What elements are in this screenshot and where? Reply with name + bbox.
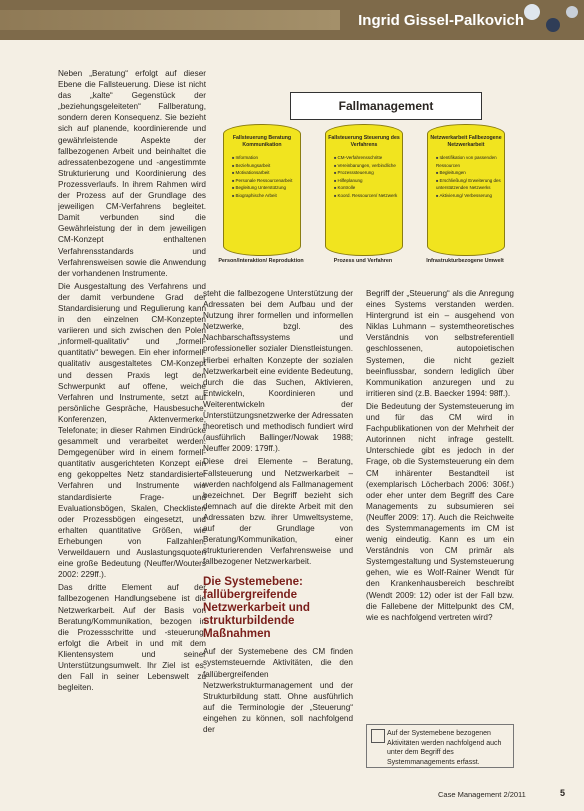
list-item: ■ Kontrolle xyxy=(334,184,402,192)
cylinder-beratung xyxy=(223,124,301,256)
list-item: ■ Motivationsarbeit xyxy=(232,169,300,177)
paragraph: Neben „Beratung“ erfolgt auf dieser Ebene die Fallsteuerung. Diese ist nicht das „kalte“ Gegenstück der „beziehungsgeleiteten“ Fallberatung, sondern deren Konsequenz. Sie bezieht sich auf planende, koordinierende und gewährleistende Aspekte der fallbezogenen Arbeit und beinhaltet die adressatenbezogene und -angestimmte Strukturierung und Koordinierung des Prozessverlaufs. In ihrem Rahmen wird der Prozess auf der Grundlage des jeweiligen CM-Verfahrens begleitet. Damit verbunden sind die Gewährleistung der in dem jeweiligen CM-Konzept enthaltenen Verfahrensstandards und Verfahrensweisen sowie die Anwendung der vorhandenen Instrumente. xyxy=(58,69,206,278)
list-item: ■ Information xyxy=(232,154,300,162)
list-item: ■ Hilfeplanung xyxy=(334,177,402,185)
note-icon xyxy=(371,729,385,743)
cylinder-list xyxy=(334,154,402,199)
paragraph: Begriff der „Steuerung“ als die Anregung eines Systems verstanden werden. Hintergrund ist ein – ausgehend von Niklas Luhmann – systemtheoretisches Verständnis von selbstreferentiell geschlossenen, autopoietischen Systemen, die nicht gezielt beeinflussbar, sondern lediglich über Kommunikation anzuregen und zu irritieren sind (z.B. Baecker 1994: 98ff.). xyxy=(366,289,514,398)
cylinder-title: Netzwerkarbeit Fallbezogene Netzwerkarbeit xyxy=(430,135,502,148)
list-item: ■ Vereinbarungen, verbindliche xyxy=(334,162,402,170)
header-band xyxy=(0,0,584,40)
cylinder-netzwerk xyxy=(427,124,505,256)
list-item: ■ Prozesssteuerung xyxy=(334,169,402,177)
list-item: ■ Identifikation von passenden Ressourcen xyxy=(436,154,504,169)
info-box xyxy=(366,724,514,768)
left-column xyxy=(58,68,206,803)
diagram-title: Fallmanagement xyxy=(290,92,482,120)
paragraph: Die Ausgestaltung des Verfahrens und der damit verbundene Grad der Standardisierung und Regulierung kann in den einzelnen CM-Konzepten variieren und sich zwischen den Polen „informell-qualitativ“ und „formell-quantitativ“ bewegen. Ein eher informell-qualitativ ausgestaltetes CM-Konzept und dessen Praxis legt den Schwerpunkt auf offene, weiche Verfahren und Instrumente, setzt auf persönliche Gespräche, Hausbesuche, Konferenzen, Aktenvermerke, Telefonate; in dieser Rahmen Eindrücke gesammelt und verarbeitet werden. Demgegenüber wird in einem formell-quantitativ ausgerichteten Konzept ein eng gekoppeltes Netz standardisierter Verfahren und Instrumente wie standardisierte Frage- und Evaluationsbögen, Skalen, Checklisten oder Prozessbögen eingesetzt, und erhalten quantitative Größen, wie Erhebungen von Fallzahlen, Verweildauern und Auslastungsquoten eine große Bedeutung (Neuffer/Wouters 2002: 229ff.). xyxy=(58,281,206,580)
decorative-sphere xyxy=(524,4,540,20)
middle-column xyxy=(203,288,353,798)
cylinder-verfahren xyxy=(325,124,403,256)
info-text: Auf der Systemebene bezogenen Aktivitäten werden nachfolgend auch unter dem Begriff des Systemmanagements erfasst. xyxy=(387,730,502,766)
page-number: 5 xyxy=(560,788,566,798)
paragraph: Das dritte Element auf der fallbezogenen Handlungsebene ist die Netzwerkarbeit. Auf der Basis von Beratung/Kommunikation, bezogen in die Prozessschritte und -steuerung, erfolgt die Arbeit in und mit dem Klientensystem und seiner Unterstützungsumwelt. Ihr Ziel ist es, den Fall in seiner Lebenswelt zu begleiten. xyxy=(58,583,206,693)
list-item: ■ CM-Verfahrensschritte xyxy=(334,154,402,162)
decorative-sphere xyxy=(566,6,578,18)
cylinder-title: Fallsteuerung Beratung Kommunikation xyxy=(232,135,292,148)
cylinder-label: Person/Interaktion/ Reproduktion xyxy=(218,258,304,264)
paragraph: Die Bedeutung der Systemsteuerung im und für das CM wird in Fachpublikationen von der Mehrheit der Autorinnen nicht infrage gestellt. Unterschiede gibt es jedoch in der Frage, ob die Systemsteuerung ein dem CM inhärenter Bestandteil ist (exemplarisch Löcherbach 2006: 306f.) oder eher unter dem Begriff des Care Managements zu subsumieren sei (Neuffer 2009: 17). Auch die Reichweite des Systemmanagements im CM ist wenig eindeutig. Kann es um ein Verständnis von CM primär als Systemgestaltung und Systemsteuerung gehen, wie es Wolf-Rainer Wendt für den Krankenhausbereich beschreibt (Wendt 2009: 12) oder ist der Fall bzw. die Fallebene der Mittelpunkt des CM, wie es nachfolgend vertreten wird? xyxy=(366,401,514,622)
cylinder-title: Fallsteuerung Steuerung des Verfahrens xyxy=(328,135,400,148)
paragraph: Auf der Systemebene des CM finden systemsteuernde Aktivitäten, die den fallübergreifenden Netzwerkstrukturmanagement und der Strukturbildung statt. Ohne ausführlich auf die Terminologie der „Steuerung“ eingehen zu können, soll nachfolgend der xyxy=(203,647,353,734)
list-item: ■ Biographische Arbeit xyxy=(232,192,300,200)
footer-journal: Case Management 2/2011 xyxy=(438,790,526,799)
list-item: ■ Koord. Ressourcen/ Netzwerk xyxy=(334,192,402,200)
header-stripe xyxy=(0,10,340,30)
list-item: ■ Begleitungen xyxy=(436,169,504,177)
cylinder-list xyxy=(436,154,504,199)
fallmanagement-diagram xyxy=(213,88,519,278)
decorative-sphere xyxy=(546,18,560,32)
cylinder-label: Infrastrukturbezogene Umwelt xyxy=(426,258,504,264)
paragraph: steht die fallbezogene Unterstützung der Adressaten bei dem Aufbau und der Nutzung ihrer formellen und informellen Netzwerke, bzgl. des Nachbarschaftssystems und professioneller sozialer Dienstleistungen. Hierbei erhalten Konzepte der sozialen Netzwerkarbeit eine evidente Bedeutung, durch die das Suchen, Aktivieren, Entwickeln, Koordinieren und Weiterentwickeln der Unterstützungsnetzwerke der Adressaten theoretisch und methodisch fundiert wird (ausführlich Ballinger/Nowak 1988; Neuffer 2009: 179ff.). xyxy=(203,289,353,454)
section-heading: Die Systemebene: fallübergreifende Netzwerkarbeit und strukturbildende Maßnahmen xyxy=(203,575,310,641)
cylinder-list xyxy=(232,154,300,199)
cylinder-label: Prozess und Verfahren xyxy=(333,258,393,264)
list-item: ■ Personale Ressourcenarbeit xyxy=(232,177,300,185)
right-column xyxy=(366,288,514,708)
list-item: ■ Aktivierung/ Verbesserung xyxy=(436,192,504,200)
list-item: ■ Begleitung Unterstützung xyxy=(232,184,300,192)
list-item: ■ Erschließung/ Erweiterung des unterstützenden Netzwerks xyxy=(436,177,504,192)
author-name: Ingrid Gissel-Palkovich xyxy=(358,12,524,29)
paragraph: Diese drei Elemente – Beratung, Fallsteuerung und Netzwerkarbeit – werden nachfolgend als Fallmanagement bezeichnet. Der Begriff bezieht sich demnach auf die direkte Arbeit mit den Adressaten bzw. ihrer Umweltsysteme, auf der Grundlage von Beratung/Kommunikation, einer strukturierenden Verfahrensweise und fallbezogener Netzwerkarbeit. xyxy=(203,457,353,567)
list-item: ■ Beziehungsarbeit xyxy=(232,162,300,170)
